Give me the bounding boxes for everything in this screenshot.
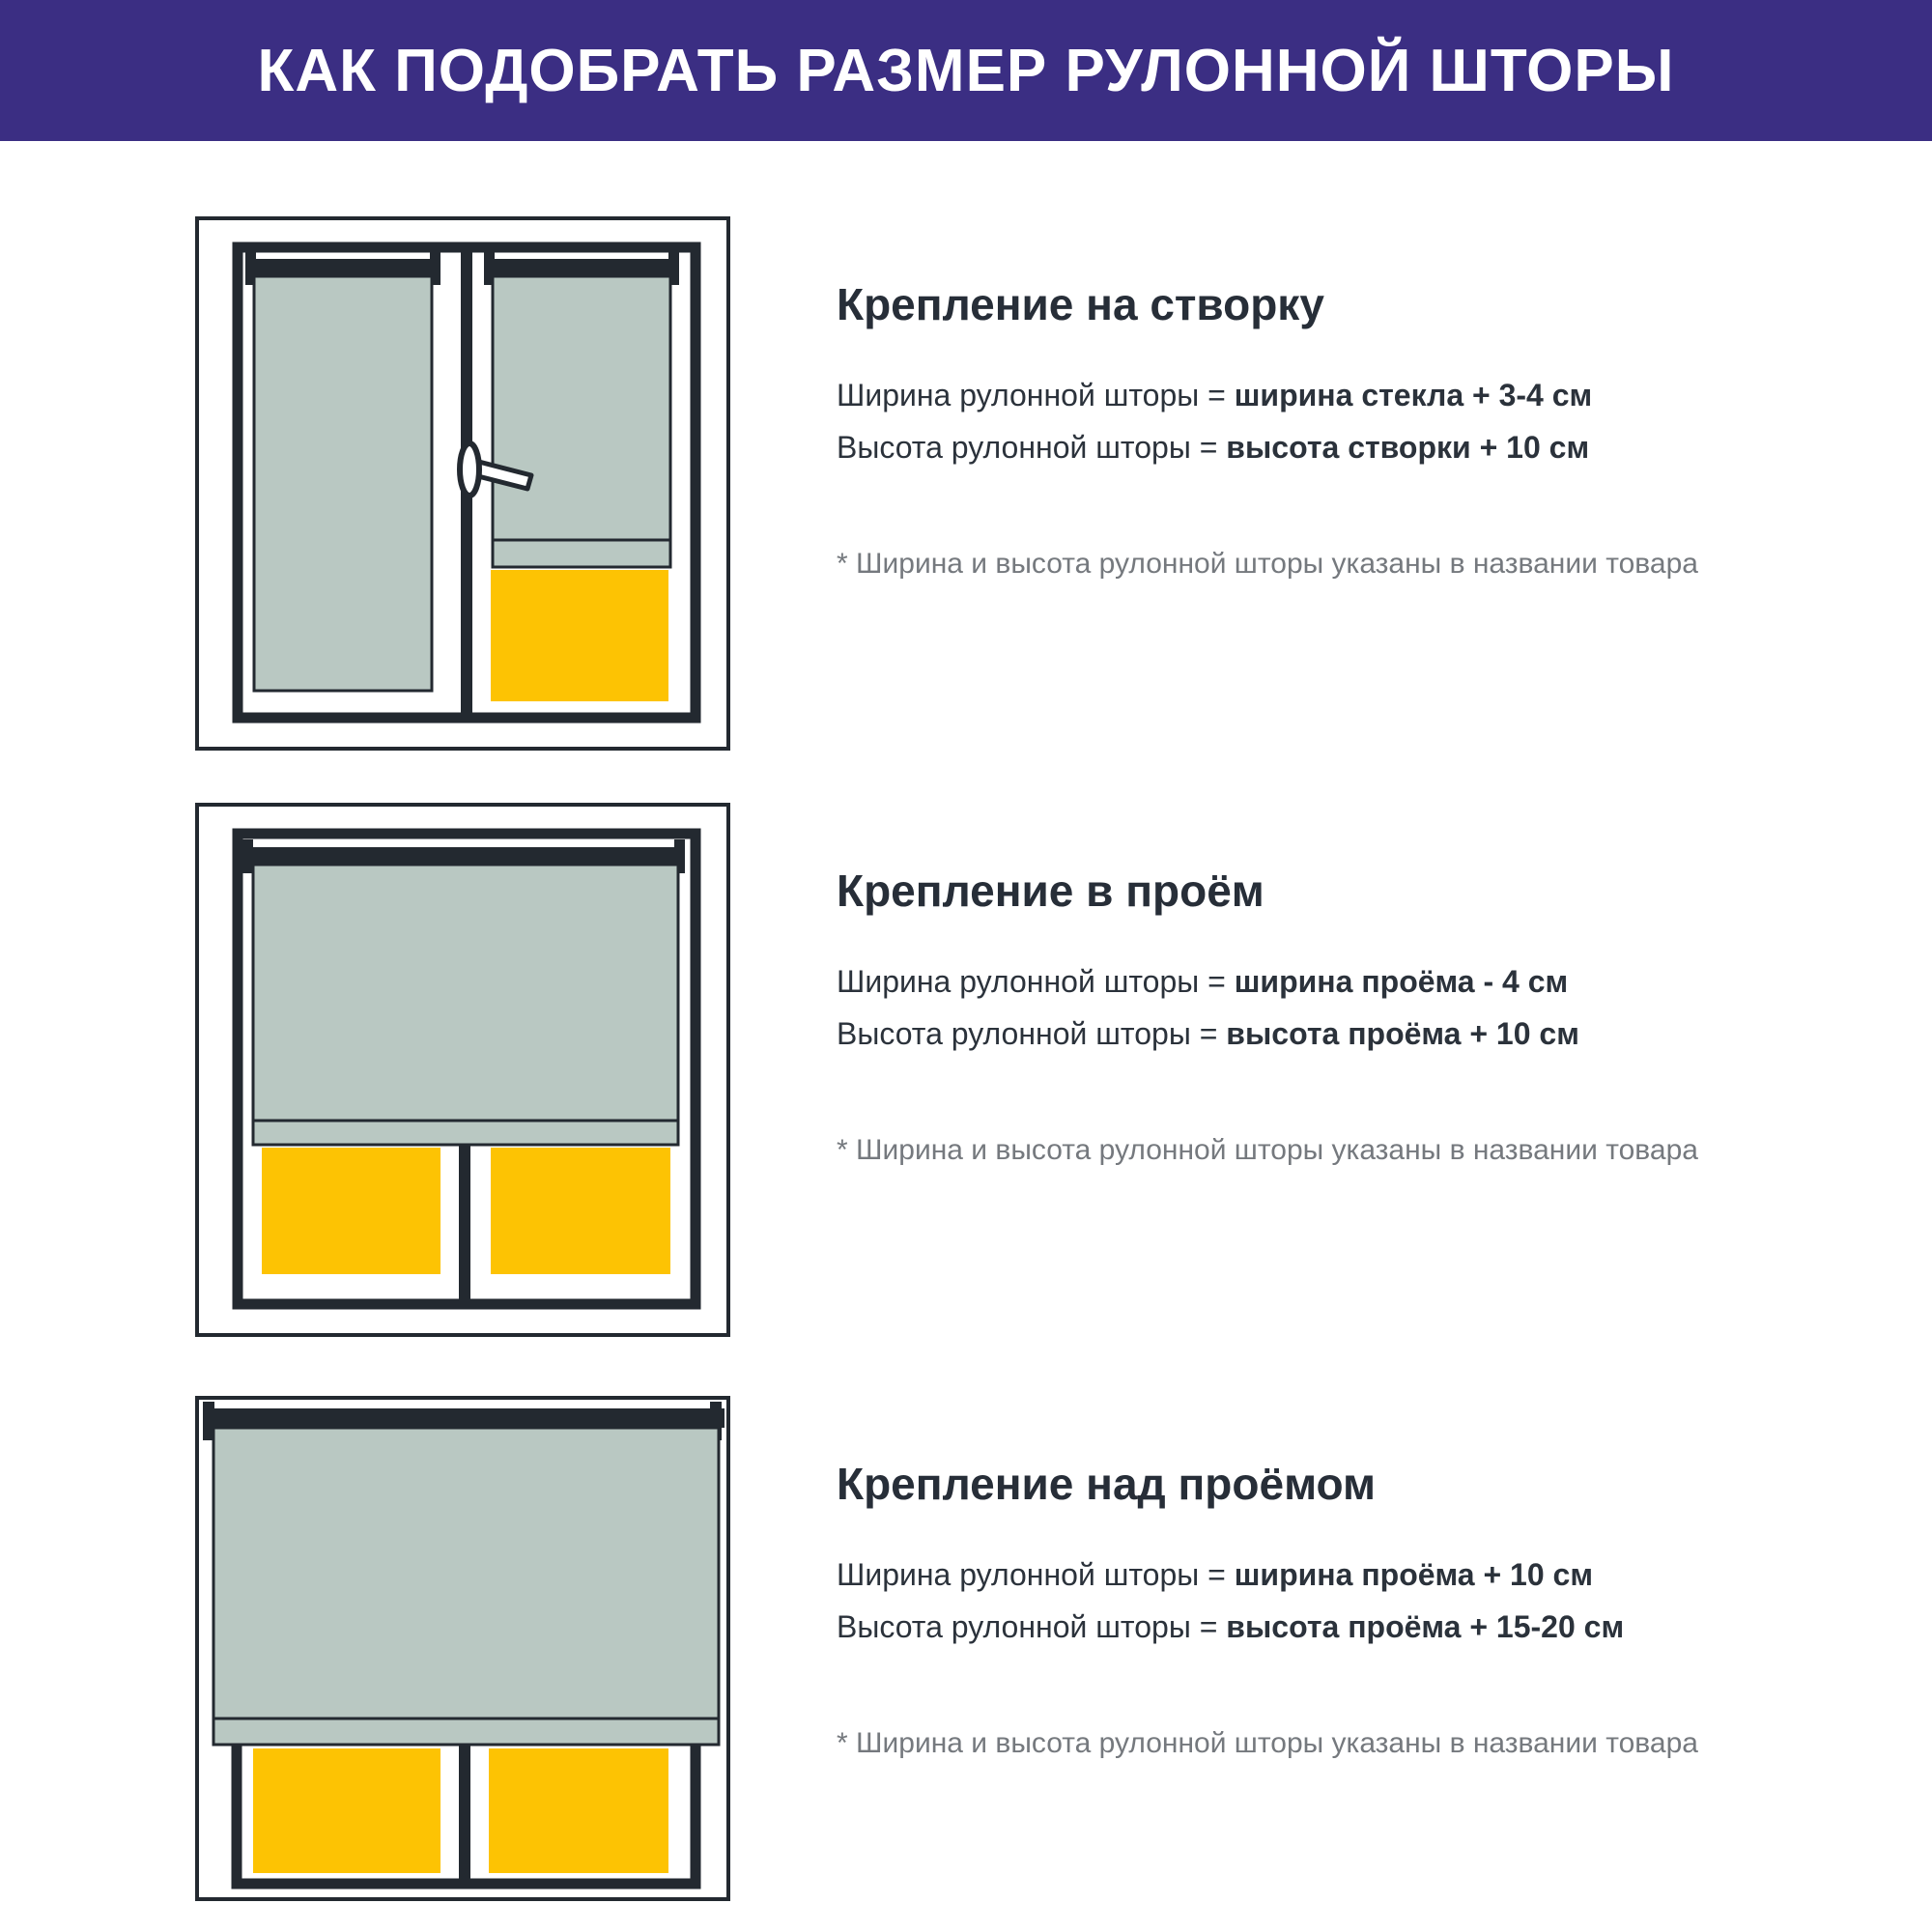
section-title: Крепление на створку <box>837 279 1324 329</box>
width-formula-label: Ширина рулонной шторы = <box>837 964 1235 999</box>
width-formula <box>837 955 1579 1008</box>
blind-bottom-bar <box>493 540 670 567</box>
diagram-mount-on-sash <box>195 216 730 751</box>
blind-fabric <box>253 865 678 1121</box>
diagram-mount-in-opening <box>195 803 730 1337</box>
section-title: Крепление в проём <box>837 866 1264 916</box>
height-formula-value: высота проёма + 10 см <box>1226 1016 1579 1051</box>
glass-pane <box>491 570 668 701</box>
blind-mount-bar <box>489 259 674 276</box>
width-formula-value: ширина проёма + 10 см <box>1234 1557 1593 1592</box>
height-formula <box>837 1008 1579 1060</box>
blind-mount-bar <box>247 847 680 865</box>
height-formula-value: высота проёма + 15-20 см <box>1226 1609 1625 1644</box>
page-title-text: КАК ПОДОБРАТЬ РАЗМЕР РУЛОННОЙ ШТОРЫ <box>257 37 1675 104</box>
blind-mount-bar <box>208 1408 724 1428</box>
window-diagram-sash-mount <box>195 216 730 751</box>
size-formulas <box>837 1548 1624 1653</box>
blind-bottom-bar <box>213 1719 719 1745</box>
width-formula-label: Ширина рулонной шторы = <box>837 378 1235 412</box>
height-formula-label: Высота рулонной шторы = <box>837 1016 1227 1051</box>
page-title <box>0 0 1932 141</box>
glass-pane-right <box>489 1748 668 1873</box>
glass-pane-left <box>262 1148 440 1274</box>
blind-fabric-left-sash <box>254 276 432 691</box>
height-formula-value: высота створки + 10 см <box>1226 430 1590 465</box>
size-formulas <box>837 955 1579 1060</box>
section-footnote: * Ширина и высота рулонной шторы указаны в названии товара <box>837 548 1698 580</box>
width-formula-label: Ширина рулонной шторы = <box>837 1557 1235 1592</box>
width-formula <box>837 369 1592 421</box>
diagram-mount-above-opening <box>195 1396 730 1901</box>
blind-bottom-bar <box>253 1121 678 1145</box>
width-formula-value: ширина проёма - 4 см <box>1234 964 1569 999</box>
blind-mount-bar <box>250 259 436 276</box>
blind-fabric-right-sash <box>493 276 670 540</box>
section-title: Крепление над проёмом <box>837 1459 1377 1509</box>
window-diagram-above-opening-mount <box>195 1396 730 1901</box>
size-formulas <box>837 369 1592 473</box>
height-formula-label: Высота рулонной шторы = <box>837 430 1227 465</box>
section-footnote: * Ширина и высота рулонной шторы указаны в названии товара <box>837 1727 1698 1759</box>
glass-pane-right <box>491 1148 670 1274</box>
blind-fabric <box>213 1428 719 1719</box>
width-formula <box>837 1548 1624 1601</box>
width-formula-value: ширина стекла + 3-4 см <box>1234 378 1593 412</box>
height-formula <box>837 421 1592 473</box>
height-formula-label: Высота рулонной шторы = <box>837 1609 1227 1644</box>
section-footnote: * Ширина и высота рулонной шторы указаны в названии товара <box>837 1134 1698 1166</box>
window-mullion <box>459 1145 470 1303</box>
height-formula <box>837 1601 1624 1653</box>
window-diagram-opening-mount <box>195 803 730 1337</box>
glass-pane-left <box>253 1748 440 1873</box>
